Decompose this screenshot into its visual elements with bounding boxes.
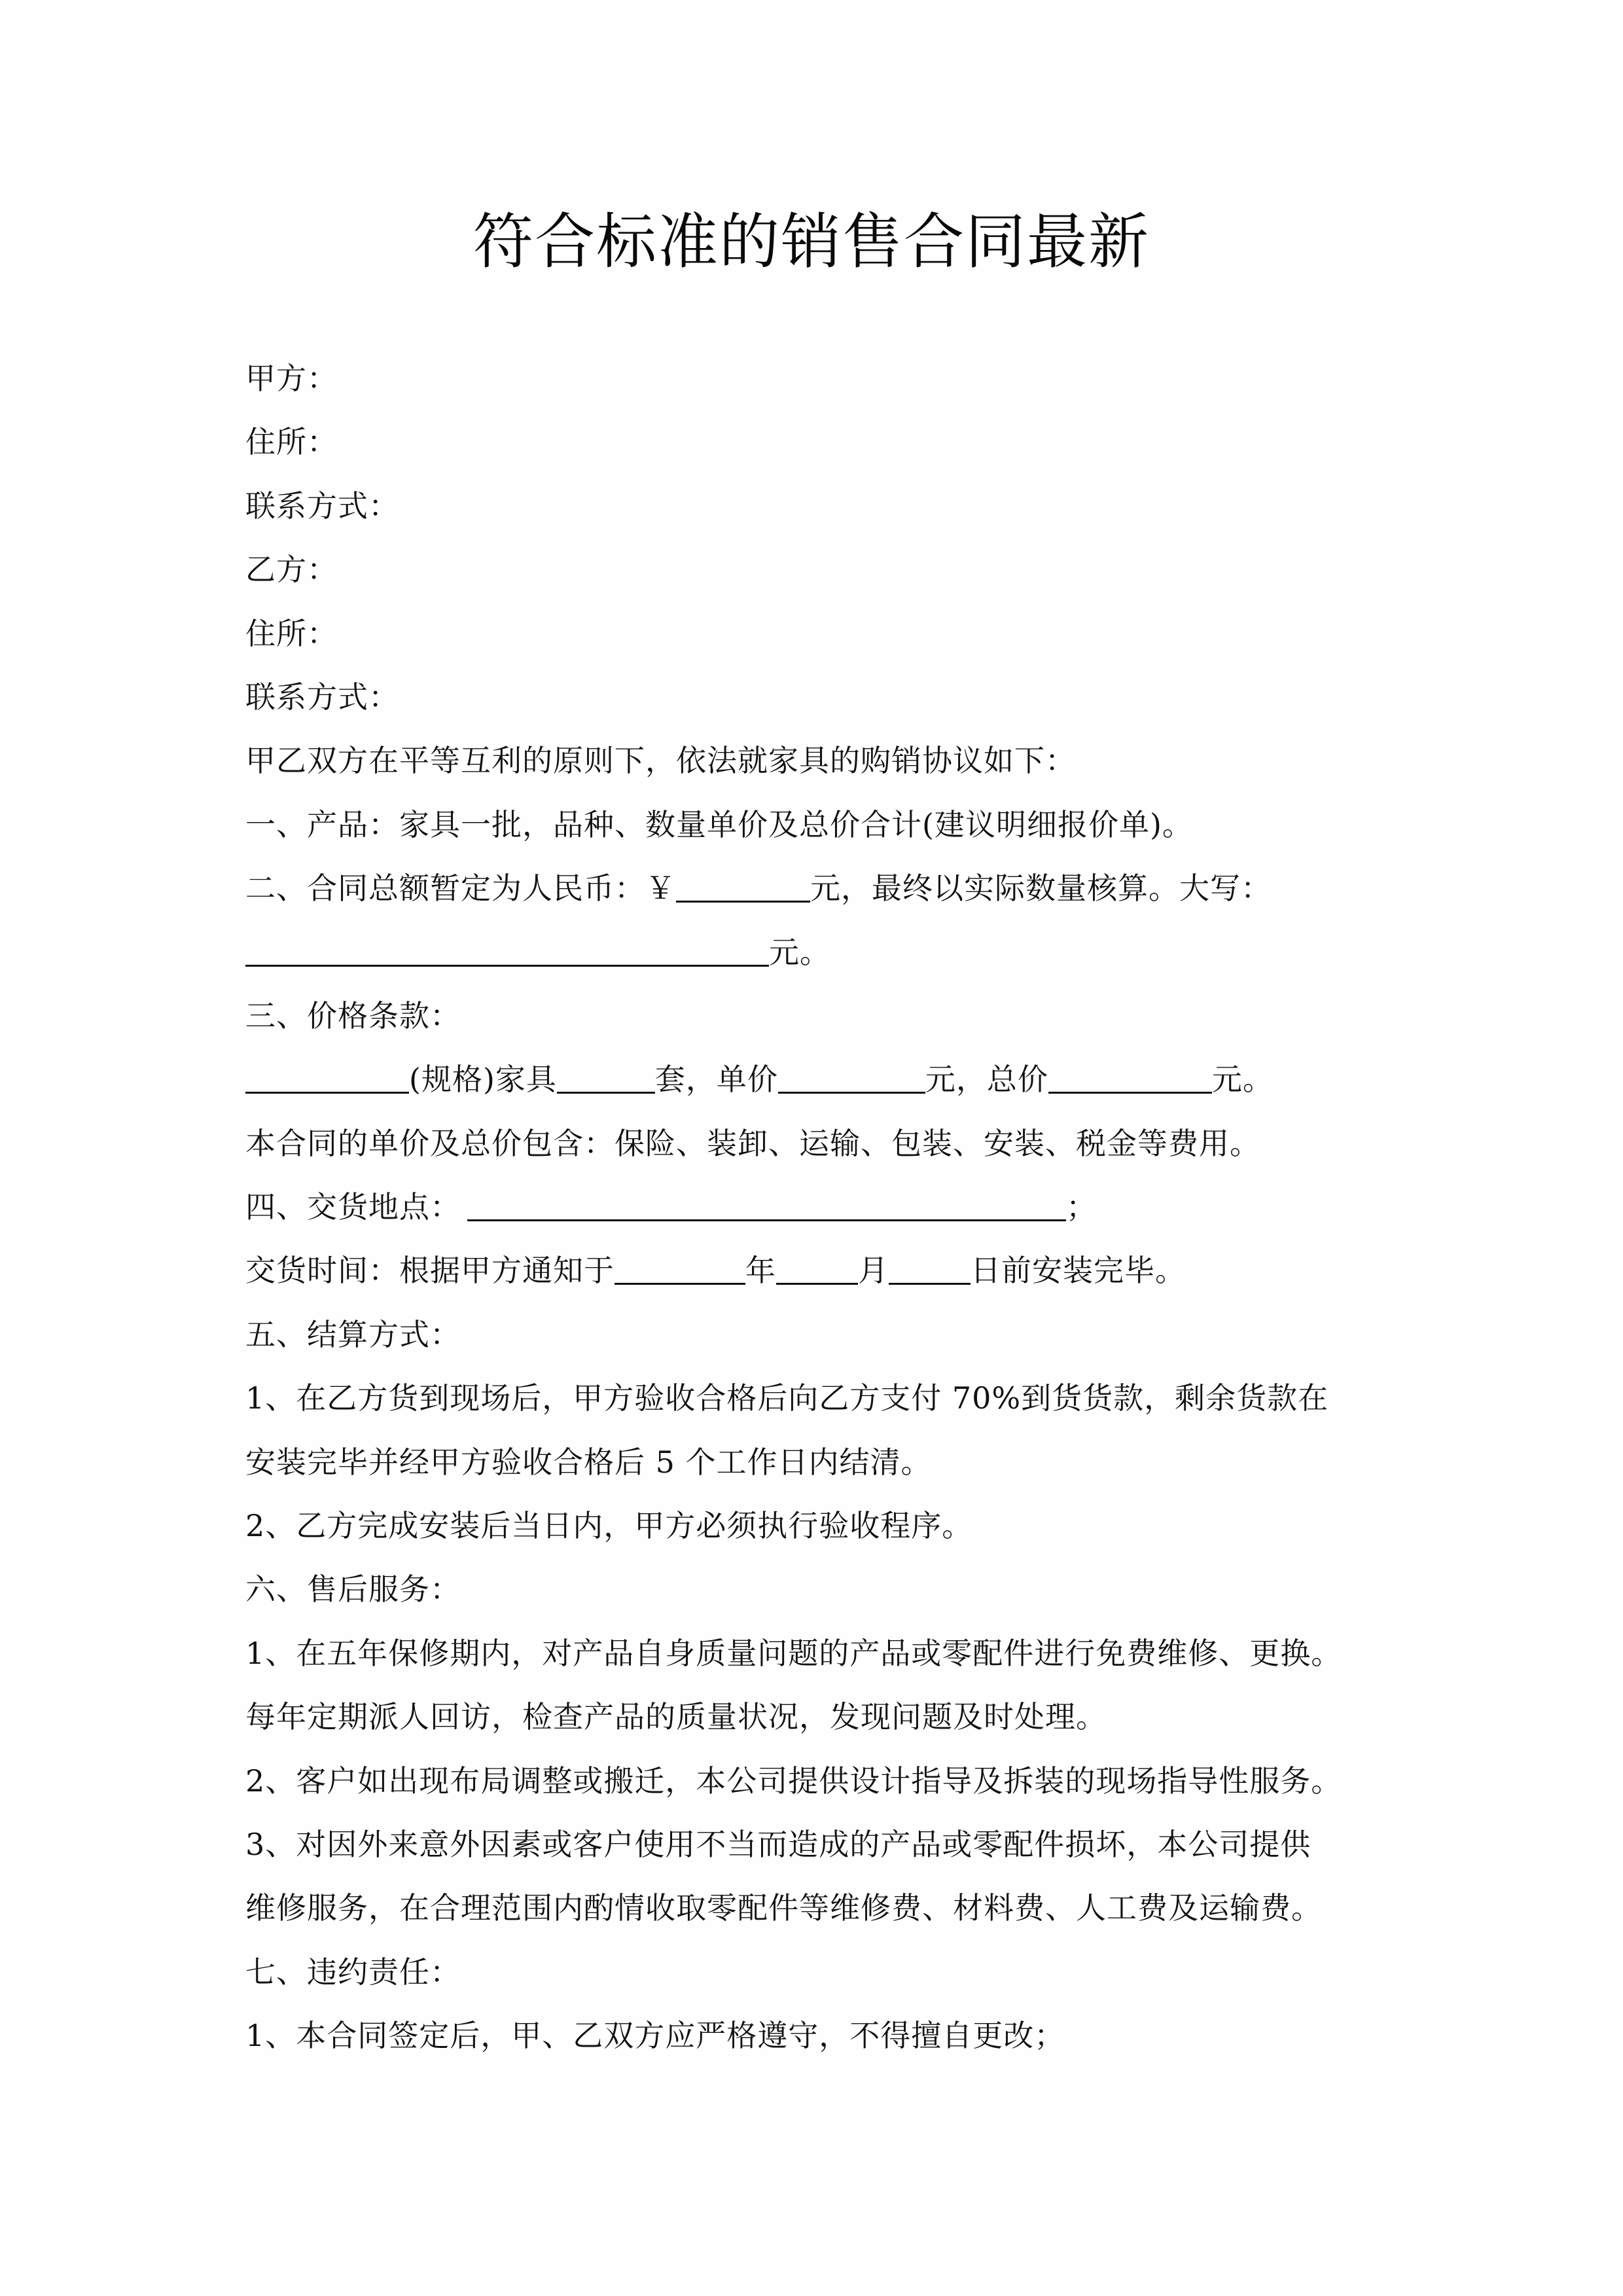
document-title: 符合标准的销售合同最新 [473,207,1150,277]
day-suffix: 日前安装完毕。 [971,1253,1186,1289]
intro-paragraph: 甲乙双方在平等互利的原则下，依法就家具的购销协议如下： [245,743,1076,779]
clause-6-heading: 六、售后服务： [245,1571,461,1607]
year-blank-field[interactable] [615,1253,745,1285]
clause-2-middle: 元，最终以实际数量核算。大写： [810,870,1272,906]
clause-2-prefix: 二、合同总额暂定为人民币：￥ [245,870,676,906]
clause-4-time [245,1239,1378,1302]
month-blank-field[interactable] [776,1253,858,1285]
unit-price-blank-field[interactable] [778,1062,925,1094]
document-body [245,347,1378,2068]
delivery-place-blank-field[interactable] [467,1189,1066,1221]
month-label: 月 [858,1253,889,1289]
clause-3-includes: 本合同的单价及总价包含：保险、装卸、运输、包装、安装、税金等费用。 [245,1125,1260,1161]
total-price-suffix: 元。 [1211,1062,1274,1098]
sets-blank-field[interactable] [557,1062,655,1094]
unit-price-suffix: 元，总价 [925,1062,1048,1098]
party-b-line: 乙方： [245,552,338,588]
clause-6-item-2: 2、客户如出现布局调整或搬迁，本公司提供设计指导及拆装的现场指导性服务。 [245,1763,1342,1799]
clause-5-item-2: 2、乙方完成安装后当日内，甲方必须执行验收程序。 [245,1508,973,1544]
clause-5-item-1-line-2: 安装完毕并经甲方验收合格后 5 个工作日内结清。 [245,1444,932,1480]
clause-6-item-3-line-2: 维修服务，在合理范围内酌情收取零配件等维修费、材料费、人工费及运输费。 [245,1890,1322,1926]
party-a-contact-line: 联系方式： [245,488,399,524]
clause-5-heading: 五、结算方式： [245,1316,461,1352]
party-b-address-line: 住所： [245,615,338,651]
clause-5-item-1-line-1: 1、在乙方货到现场后，甲方验收合格后向乙方支付 70%到货货款，剩余货款在 [245,1380,1329,1416]
sets-label: 套，单价 [654,1062,778,1098]
party-a-address-line: 住所： [245,424,338,460]
spec-blank-field[interactable] [245,1062,409,1094]
spec-label: (规格)家具 [409,1062,557,1098]
clause-4-place [245,1175,1378,1239]
clause-6-item-1-line-1: 1、在五年保修期内，对产品自身质量问题的产品或零配件进行免费维修、更换。 [245,1635,1342,1671]
clause-2-amount-in-words [245,921,1378,984]
delivery-place-end: ； [1066,1189,1097,1225]
day-blank-field[interactable] [889,1253,971,1285]
clause-7-heading: 七、违约责任： [245,1954,461,1990]
party-b-contact-line: 联系方式： [245,679,399,715]
clause-2-suffix: 元。 [769,934,830,970]
amount-blank-field[interactable] [676,870,810,903]
clause-6-item-3-line-1: 3、对因外来意外因素或客户使用不当而造成的产品或零配件损坏，本公司提供 [245,1826,1311,1862]
clause-1-product: 一、产品：家具一批，品种、数量单价及总价合计(建议明细报价单)。 [245,806,1193,842]
total-price-blank-field[interactable] [1048,1062,1212,1094]
clause-7-item-1: 1、本合同签定后，甲、乙双方应严格遵守，不得擅自更改； [245,2018,1065,2054]
clause-3-heading: 三、价格条款： [245,997,461,1033]
clause-3-pricing [245,1048,1378,1111]
clause-2-amount [245,857,1378,920]
amount-in-words-blank-field[interactable] [245,935,769,967]
delivery-time-prefix: 交货时间：根据甲方通知于 [245,1253,615,1289]
delivery-place-label: 四、交货地点： [245,1189,461,1225]
party-a-line: 甲方： [245,361,338,396]
year-label: 年 [745,1253,776,1289]
clause-6-item-1-line-2: 每年定期派人回访，检查产品的质量状况，发现问题及时处理。 [245,1699,1107,1735]
